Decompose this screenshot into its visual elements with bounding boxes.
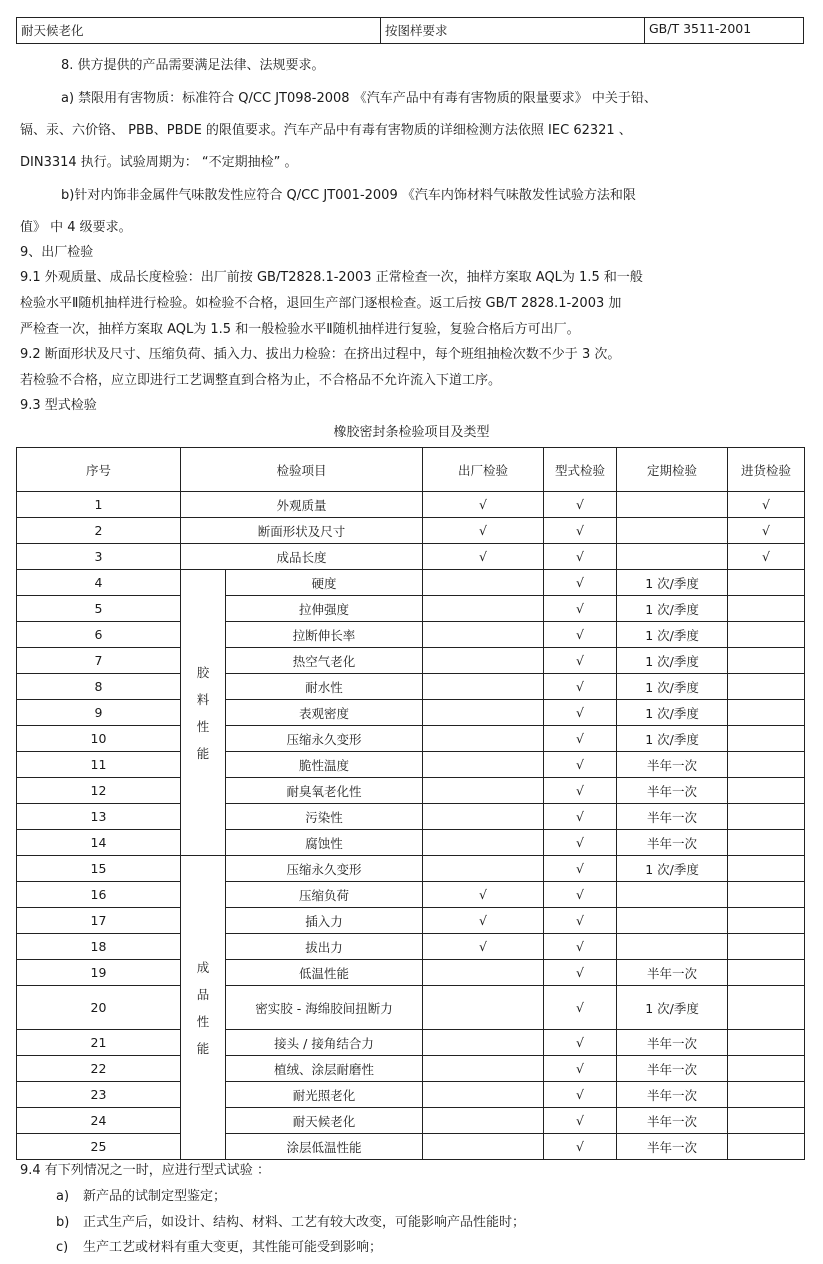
row-number: 14 bbox=[17, 830, 181, 856]
row-number: 16 bbox=[17, 882, 181, 908]
paragraph-9-1-line2: 检验水平Ⅱ随机抽样进行检验。如检验不合格，退回生产部门逐根检查。返工后按 GB/T 2828.1-2003 加 bbox=[20, 296, 622, 311]
row-incoming bbox=[728, 830, 805, 856]
row-periodic: 半年一次 bbox=[617, 1056, 728, 1082]
row-periodic bbox=[617, 882, 728, 908]
row-incoming bbox=[728, 934, 805, 960]
row-periodic: 1 次/季度 bbox=[617, 700, 728, 726]
row-number: 18 bbox=[17, 934, 181, 960]
list-item-c-label: c) bbox=[56, 1240, 69, 1255]
row-item: 热空气老化 bbox=[226, 648, 423, 674]
row-factory bbox=[423, 622, 544, 648]
row-number: 21 bbox=[17, 1030, 181, 1056]
row-item: 耐臭氧老化性 bbox=[226, 778, 423, 804]
row-periodic: 半年一次 bbox=[617, 830, 728, 856]
table-row bbox=[17, 778, 805, 804]
row-incoming bbox=[728, 960, 805, 986]
row-periodic bbox=[617, 544, 728, 570]
row-item: 腐蚀性 bbox=[226, 830, 423, 856]
row-factory: √ bbox=[423, 882, 544, 908]
row-number: 10 bbox=[17, 726, 181, 752]
row-incoming: √ bbox=[728, 544, 805, 570]
group-char: 成 bbox=[196, 959, 210, 975]
table-row bbox=[17, 622, 805, 648]
section-9-3-heading: 9.3 型式检验 bbox=[20, 398, 97, 413]
table-row bbox=[17, 700, 805, 726]
row-factory bbox=[423, 1108, 544, 1134]
row-number: 20 bbox=[17, 986, 181, 1030]
row-factory bbox=[423, 674, 544, 700]
row-number: 12 bbox=[17, 778, 181, 804]
group-char: 胶 bbox=[196, 664, 210, 680]
row-item: 耐光照老化 bbox=[226, 1082, 423, 1108]
row-periodic: 1 次/季度 bbox=[617, 622, 728, 648]
header-item: 检验项目 bbox=[181, 448, 423, 492]
row-number: 6 bbox=[17, 622, 181, 648]
row-item: 密实胶 - 海绵胶间扭断力 bbox=[226, 986, 423, 1030]
row-type: √ bbox=[544, 544, 617, 570]
header-left-cell: 耐天候老化 bbox=[17, 18, 381, 44]
paragraph-9-4: 9.4 有下列情况之一时，应进行型式试验 ： bbox=[20, 1163, 270, 1178]
row-number: 24 bbox=[17, 1108, 181, 1134]
group-label-material bbox=[181, 570, 226, 856]
list-item-b: 正式生产后，如设计、结构、材料、工艺有较大改变，可能影响产品性能时； bbox=[83, 1215, 526, 1230]
row-type: √ bbox=[544, 492, 617, 518]
table-row bbox=[17, 596, 805, 622]
header-no: 序号 bbox=[17, 448, 181, 492]
row-item: 拉断伸长率 bbox=[226, 622, 423, 648]
table-row bbox=[17, 830, 805, 856]
header-middle-cell: 按图样要求 bbox=[381, 18, 645, 44]
row-item: 外观质量 bbox=[181, 492, 423, 518]
row-item: 硬度 bbox=[226, 570, 423, 596]
row-number: 23 bbox=[17, 1082, 181, 1108]
row-factory bbox=[423, 1030, 544, 1056]
row-type: √ bbox=[544, 1056, 617, 1082]
row-type: √ bbox=[544, 804, 617, 830]
table-row bbox=[17, 908, 805, 934]
row-number: 13 bbox=[17, 804, 181, 830]
row-factory bbox=[423, 726, 544, 752]
row-periodic bbox=[617, 934, 728, 960]
row-incoming bbox=[728, 726, 805, 752]
row-incoming: √ bbox=[728, 492, 805, 518]
row-type: √ bbox=[544, 1134, 617, 1160]
row-factory bbox=[423, 986, 544, 1030]
paragraph-9-1-line3: 严检查一次，抽样方案取 AQL为 1.5 和一般检验水平Ⅱ随机抽样进行复验，复验合格后方可出厂。 bbox=[20, 322, 580, 337]
table-row bbox=[17, 1030, 805, 1056]
row-type: √ bbox=[544, 596, 617, 622]
header-row bbox=[17, 18, 804, 44]
group-char: 料 bbox=[196, 691, 210, 707]
row-number: 25 bbox=[17, 1134, 181, 1160]
row-type: √ bbox=[544, 1108, 617, 1134]
row-factory bbox=[423, 856, 544, 882]
table-row bbox=[17, 986, 805, 1030]
row-periodic bbox=[617, 908, 728, 934]
paragraph-8b-line1: b)针对内饰非金属件气味散发性应符合 Q/CC JT001-2009 《汽车内饰材料气味散发性试验方法和限 bbox=[61, 188, 636, 203]
row-factory bbox=[423, 596, 544, 622]
row-type: √ bbox=[544, 882, 617, 908]
row-incoming bbox=[728, 752, 805, 778]
row-item: 脆性温度 bbox=[226, 752, 423, 778]
row-incoming bbox=[728, 804, 805, 830]
row-item: 涂层低温性能 bbox=[226, 1134, 423, 1160]
table-row bbox=[17, 960, 805, 986]
row-type: √ bbox=[544, 674, 617, 700]
row-type: √ bbox=[544, 960, 617, 986]
paragraph-8b-line2: 值》 中 4 级要求。 bbox=[20, 220, 132, 235]
paragraph-9-2-line1: 9.2 断面形状及尺寸、压缩负荷、插入力、拔出力检验：在挤出过程中，每个班组抽检次数不少于 3 次。 bbox=[20, 347, 621, 362]
table-row bbox=[17, 752, 805, 778]
header-factory: 出厂检验 bbox=[423, 448, 544, 492]
row-type: √ bbox=[544, 908, 617, 934]
paragraph-8a-line1: a) 禁限用有害物质：标准符合 Q/CC JT098-2008 《汽车产品中有毒有害物质的限量要求》 中关于铅、 bbox=[61, 91, 657, 106]
row-item: 耐天候老化 bbox=[226, 1108, 423, 1134]
row-item: 拉伸强度 bbox=[226, 596, 423, 622]
row-type: √ bbox=[544, 778, 617, 804]
row-item: 植绒、涂层耐磨性 bbox=[226, 1056, 423, 1082]
row-factory: √ bbox=[423, 908, 544, 934]
table-header-row bbox=[17, 448, 805, 492]
row-factory bbox=[423, 700, 544, 726]
row-type: √ bbox=[544, 622, 617, 648]
row-number: 7 bbox=[17, 648, 181, 674]
group-char: 品 bbox=[196, 986, 210, 1002]
row-type: √ bbox=[544, 1030, 617, 1056]
row-type: √ bbox=[544, 518, 617, 544]
row-periodic: 1 次/季度 bbox=[617, 726, 728, 752]
row-factory bbox=[423, 778, 544, 804]
row-periodic: 半年一次 bbox=[617, 804, 728, 830]
row-number: 3 bbox=[17, 544, 181, 570]
paragraph-8a-line3: DIN3314 执行。试验周期为： “不定期抽检” 。 bbox=[20, 155, 298, 170]
row-incoming bbox=[728, 622, 805, 648]
row-incoming bbox=[728, 856, 805, 882]
row-type: √ bbox=[544, 934, 617, 960]
table-row bbox=[17, 674, 805, 700]
table-row bbox=[17, 934, 805, 960]
row-factory bbox=[423, 960, 544, 986]
row-incoming bbox=[728, 570, 805, 596]
row-item: 压缩负荷 bbox=[226, 882, 423, 908]
row-number: 9 bbox=[17, 700, 181, 726]
row-number: 8 bbox=[17, 674, 181, 700]
row-item: 压缩永久变形 bbox=[226, 726, 423, 752]
row-type: √ bbox=[544, 726, 617, 752]
row-periodic: 半年一次 bbox=[617, 1134, 728, 1160]
row-periodic: 1 次/季度 bbox=[617, 596, 728, 622]
row-incoming bbox=[728, 986, 805, 1030]
row-factory bbox=[423, 648, 544, 674]
row-periodic: 1 次/季度 bbox=[617, 674, 728, 700]
row-incoming bbox=[728, 1030, 805, 1056]
row-incoming: √ bbox=[728, 518, 805, 544]
row-factory: √ bbox=[423, 544, 544, 570]
row-number: 5 bbox=[17, 596, 181, 622]
row-periodic: 半年一次 bbox=[617, 1108, 728, 1134]
list-item-a-label: a) bbox=[56, 1189, 70, 1204]
row-type: √ bbox=[544, 1082, 617, 1108]
row-item: 拔出力 bbox=[226, 934, 423, 960]
row-incoming bbox=[728, 1056, 805, 1082]
row-incoming bbox=[728, 1108, 805, 1134]
row-periodic: 半年一次 bbox=[617, 1082, 728, 1108]
header-type: 型式检验 bbox=[544, 448, 617, 492]
row-factory: √ bbox=[423, 934, 544, 960]
row-incoming bbox=[728, 648, 805, 674]
group-char: 性 bbox=[196, 718, 210, 734]
row-factory bbox=[423, 752, 544, 778]
row-periodic: 半年一次 bbox=[617, 778, 728, 804]
list-item-a: 新产品的试制定型鉴定； bbox=[83, 1189, 227, 1204]
table-row bbox=[17, 1108, 805, 1134]
header-right-cell: GB/T 3511-2001 bbox=[645, 18, 804, 44]
row-factory bbox=[423, 1082, 544, 1108]
section-9-heading: 9、出厂检验 bbox=[20, 245, 94, 260]
row-number: 15 bbox=[17, 856, 181, 882]
row-periodic: 1 次/季度 bbox=[617, 856, 728, 882]
row-periodic: 半年一次 bbox=[617, 752, 728, 778]
row-number: 19 bbox=[17, 960, 181, 986]
row-factory bbox=[423, 570, 544, 596]
list-item-c: 生产工艺或材料有重大变更，其性能可能受到影响； bbox=[83, 1240, 383, 1255]
row-type: √ bbox=[544, 570, 617, 596]
row-type: √ bbox=[544, 830, 617, 856]
table-row bbox=[17, 492, 805, 518]
row-item: 成品长度 bbox=[181, 544, 423, 570]
row-factory bbox=[423, 1134, 544, 1160]
paragraph-8: 8. 供方提供的产品需要满足法律、法规要求。 bbox=[61, 58, 325, 73]
row-incoming bbox=[728, 596, 805, 622]
table-row bbox=[17, 518, 805, 544]
group-char: 能 bbox=[196, 1040, 210, 1056]
group-char: 性 bbox=[196, 1013, 210, 1029]
row-item: 插入力 bbox=[226, 908, 423, 934]
row-periodic: 1 次/季度 bbox=[617, 986, 728, 1030]
row-incoming bbox=[728, 700, 805, 726]
row-incoming bbox=[728, 778, 805, 804]
header-incoming: 进货检验 bbox=[728, 448, 805, 492]
row-type: √ bbox=[544, 752, 617, 778]
paragraph-8a-line2: 镉、汞、六价铬、 PBB、PBDE 的限值要求。汽车产品中有毒有害物质的详细检测方法依照 IEC 62321 、 bbox=[20, 123, 632, 138]
table-row bbox=[17, 570, 805, 596]
row-item: 压缩永久变形 bbox=[226, 856, 423, 882]
group-label-product bbox=[181, 856, 226, 1160]
row-item: 表观密度 bbox=[226, 700, 423, 726]
header-periodic: 定期检验 bbox=[617, 448, 728, 492]
row-number: 11 bbox=[17, 752, 181, 778]
row-factory bbox=[423, 830, 544, 856]
row-item: 接头 / 接角结合力 bbox=[226, 1030, 423, 1056]
table-row bbox=[17, 856, 805, 882]
row-number: 22 bbox=[17, 1056, 181, 1082]
row-incoming bbox=[728, 908, 805, 934]
row-periodic bbox=[617, 492, 728, 518]
paragraph-9-1-line1: 9.1 外观质量、成品长度检验：出厂前按 GB/T2828.1-2003 正常检查一次，抽样方案取 AQL为 1.5 和一般 bbox=[20, 270, 643, 285]
row-incoming bbox=[728, 1134, 805, 1160]
table-caption: 橡胶密封条检验项目及类型 bbox=[333, 425, 490, 440]
group-char: 能 bbox=[196, 745, 210, 761]
table-row bbox=[17, 544, 805, 570]
table-row bbox=[17, 648, 805, 674]
row-type: √ bbox=[544, 700, 617, 726]
header-table bbox=[16, 17, 804, 44]
row-type: √ bbox=[544, 856, 617, 882]
row-item: 低温性能 bbox=[226, 960, 423, 986]
row-number: 2 bbox=[17, 518, 181, 544]
table-row bbox=[17, 804, 805, 830]
row-incoming bbox=[728, 674, 805, 700]
row-type: √ bbox=[544, 648, 617, 674]
list-item-b-label: b) bbox=[56, 1215, 70, 1230]
row-periodic: 1 次/季度 bbox=[617, 570, 728, 596]
row-incoming bbox=[728, 882, 805, 908]
row-factory bbox=[423, 804, 544, 830]
row-number: 17 bbox=[17, 908, 181, 934]
row-factory: √ bbox=[423, 518, 544, 544]
row-item: 耐水性 bbox=[226, 674, 423, 700]
row-item: 污染性 bbox=[226, 804, 423, 830]
table-row bbox=[17, 726, 805, 752]
row-item: 断面形状及尺寸 bbox=[181, 518, 423, 544]
row-incoming bbox=[728, 1082, 805, 1108]
row-periodic bbox=[617, 518, 728, 544]
inspection-table bbox=[16, 447, 805, 1160]
table-row bbox=[17, 1082, 805, 1108]
row-number: 4 bbox=[17, 570, 181, 596]
row-periodic: 1 次/季度 bbox=[617, 648, 728, 674]
table-row bbox=[17, 1134, 805, 1160]
row-factory: √ bbox=[423, 492, 544, 518]
table-row bbox=[17, 882, 805, 908]
paragraph-9-2-line2: 若检验不合格，应立即进行工艺调整直到合格为止，不合格品不允许流入下道工序。 bbox=[20, 373, 502, 388]
row-periodic: 半年一次 bbox=[617, 960, 728, 986]
row-factory bbox=[423, 1056, 544, 1082]
row-type: √ bbox=[544, 986, 617, 1030]
row-periodic: 半年一次 bbox=[617, 1030, 728, 1056]
row-number: 1 bbox=[17, 492, 181, 518]
table-row bbox=[17, 1056, 805, 1082]
